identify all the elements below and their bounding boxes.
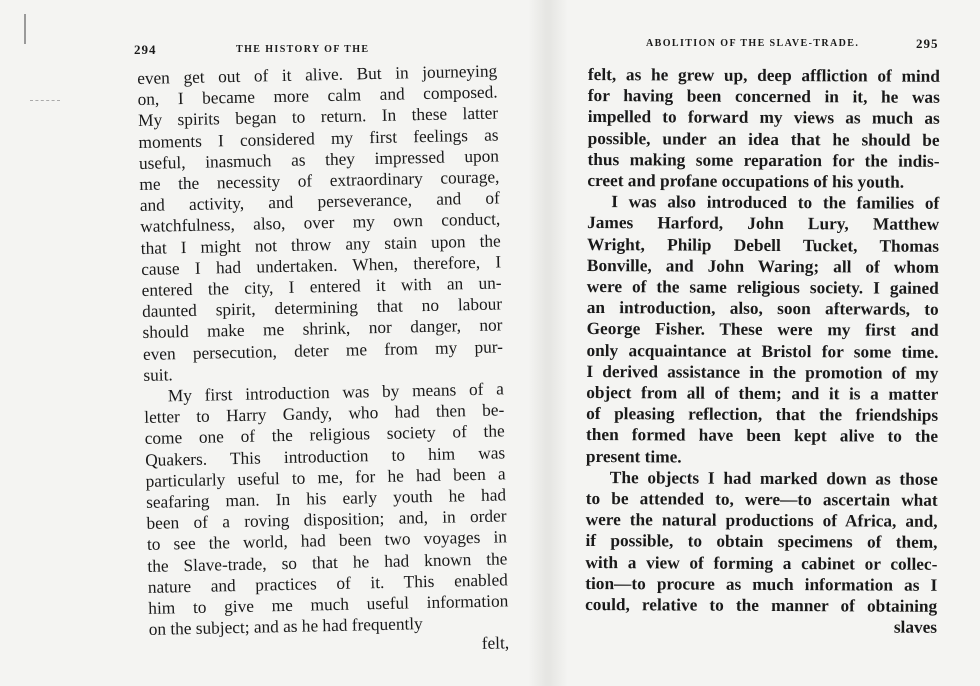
text-line: even get out of it alive. But in journeying <box>137 61 498 88</box>
text-line: should make me shrink, nor danger, nor <box>142 315 503 343</box>
text-line: of pleasing reflection, that the friendships <box>586 404 939 426</box>
text-line: I derived assistance in the promotion of my <box>586 361 939 383</box>
text-line: My spirits began to return. In these latter <box>137 103 499 131</box>
text-line: useful, inasmuch as they impressed upon <box>138 146 500 173</box>
text-line: were of the same religious society. I gained <box>586 277 939 298</box>
left-page-number: 294 <box>134 42 157 57</box>
text-line: for having been concerned in it, he was <box>587 86 940 108</box>
text-line: letter to Harry Gandy, who had then be- <box>144 400 505 428</box>
text-line: slaves <box>893 617 938 638</box>
text-line: the Slave-trade, so that he had known the <box>147 549 508 576</box>
text-line: only acquaintance at Bristol for some time. <box>586 340 939 362</box>
text-line: The objects I had marked down as those <box>609 467 938 489</box>
text-line: felt, as he grew up, deep affliction of mind <box>587 64 940 86</box>
text-line: Quakers. This introduction to him was <box>145 443 506 470</box>
text-line: that I might not throw any stain upon the <box>140 231 501 258</box>
text-line: were the natural productions of Africa, and, <box>585 510 938 532</box>
text-line: on the subject; and as he had frequently <box>148 614 423 640</box>
text-line: him to give me much useful information <box>148 591 509 618</box>
text-line: creet and profane occupations of his youth. <box>587 171 905 192</box>
text-line: then formed have been kept alive to the <box>586 425 939 447</box>
left-running-head: THE HISTORY OF THE <box>236 44 370 55</box>
right-running-head: ABOLITION OF THE SLAVE-TRADE. <box>646 38 860 49</box>
text-line: felt, <box>481 633 510 654</box>
text-line: present time. <box>585 446 682 467</box>
text-line: moments I considered my first feelings as <box>138 125 499 152</box>
text-line: entered the city, I entered it with an un- <box>141 273 502 300</box>
text-line: object from all of them; and it is a matter <box>586 383 939 404</box>
text-line: even persecution, deter me from my pur- <box>142 337 504 364</box>
text-line: James Harford, John Lury, Matthew <box>587 213 940 235</box>
text-line: daunted spirit, determining that no labour <box>141 294 503 322</box>
text-line: me the necessity of extraordinary courage, <box>139 167 500 194</box>
text-line: George Fisher. These were my first and <box>586 319 939 341</box>
text-line: could, relative to the manner of obtaining <box>585 595 938 616</box>
text-line: if possible, to obtain specimens of them, <box>585 531 938 553</box>
text-line: with a view of forming a cabinet or collec- <box>585 552 938 574</box>
text-line: seafaring man. In his early youth he had <box>145 485 507 512</box>
text-line: I was also introduced to the families of <box>611 192 940 214</box>
text-line: Wright, Philip Debell Tucket, Thomas <box>587 234 940 256</box>
text-line: nature and practices of it. This enabled <box>147 570 508 597</box>
text-line: Bonville, and John Waring; all of whom <box>586 255 939 277</box>
right-page-number: 295 <box>916 36 939 51</box>
text-line: impelled to forward my views as much as <box>587 107 940 129</box>
text-line: possible, under an idea that he should be <box>587 128 940 150</box>
text-line: been of a roving disposition; and, in order <box>146 506 507 534</box>
text-line: suit. <box>143 365 173 385</box>
text-line: on, I became more calm and composed. <box>137 82 498 110</box>
text-line: thus making some reparation for the indis- <box>587 149 940 171</box>
text-line: to see the world, had been two voyages in <box>146 527 508 555</box>
text-line: particularly useful to me, for he had been a <box>145 464 506 491</box>
text-line: and activity, and perseverance, and of <box>139 188 501 216</box>
left-page-body <box>137 60 509 661</box>
text-line: an introduction, also, soon afterwards, to <box>586 298 939 320</box>
text-line: cause I had undertaken. When, therefore, I <box>141 252 502 279</box>
text-line: watchfulness, also, over my own conduct, <box>140 209 501 237</box>
text-line: tion—to procure as much information as I <box>585 573 938 595</box>
text-line: come one of the religious society of the <box>144 421 505 449</box>
book-gutter <box>528 0 568 686</box>
right-page-body <box>585 64 940 638</box>
text-line: to be attended to, were—to ascertain what <box>585 489 938 510</box>
right-page <box>568 0 980 686</box>
text-line: My first introduction was by means of a <box>167 379 505 406</box>
